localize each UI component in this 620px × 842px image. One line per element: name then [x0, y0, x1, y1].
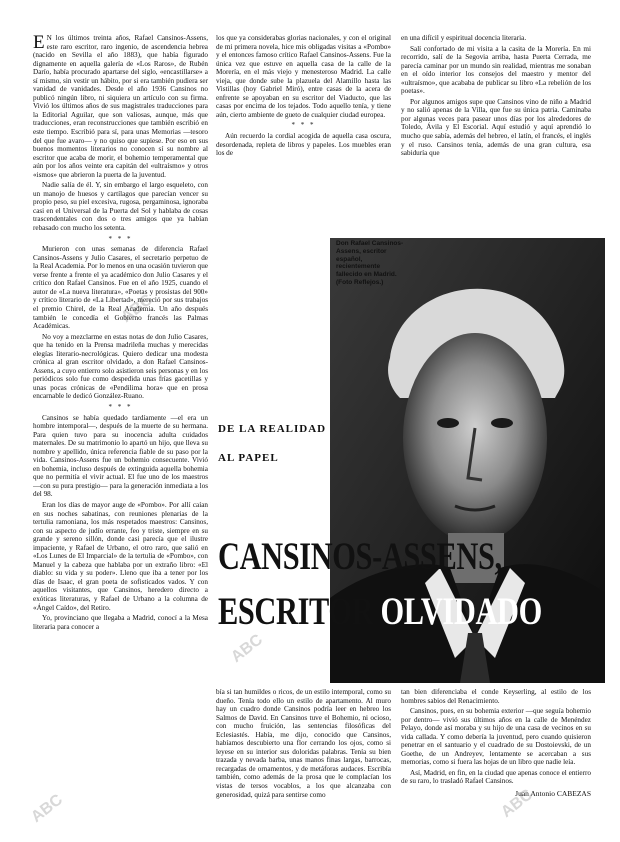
headline-text: ESCRITOR [218, 590, 374, 633]
paragraph: Por algunos amigos supe que Cansinos vino de niño a Madrid y no salió apenas de la Villa, que fue su única patria. Caminaba por algunas veces para pasear unos días por los alrededores de Toledo, Ávila y El Escorial. Aquí estudió y aquí aprendió lo mucho que sabía, además del hebreo, el latín, el francés, el inglés y el ruso. Cansinos tenía, además de una gran cultura, esa sabiduría que [401, 97, 591, 158]
paragraph: Salí confortado de mi visita a la casita de la Morería. En mi recorrido, salí de la Segovia arriba, hasta Puerta Cerrada, me parecía caminar por un mundo sin realidad, mientras me sonaban en el oído interior los consejos del maestro y mentor del «ultraísmo», que acababa de publicar su libro «La rebelión de los poetas». [401, 44, 591, 96]
watermark-abc: ABC [498, 786, 536, 821]
drop-cap: E [33, 34, 45, 53]
headline-text: CANSINOS-ASSENS, [218, 535, 502, 578]
headline-text: OLVIDADO [380, 590, 542, 633]
paragraph: Murieron con unas semanas de diferencia Rafael Cansinos-Assens y Julio Casares, el secretario perpetuo de la Real Academia. Por lo menos en una ocasión tuvieron que verse frente a frente el ya académico don Julio Casares y el crítico don Rafael Cansinos. Fue en el año 1925, cuando el autor de «La nueva literatura», «Poetas y prosistas del 900» y crítico literario de «La Libertad», mereció por sus trabajos el premio Chirel, de la Real Academia. Un año después también le concedía el Gobierno francés las Palmas Académicas. [33, 245, 208, 331]
photo-caption: Don Rafael Cansinos-Assens, escritor español, recientemente fallecido en Madrid. (Foto Reflejos.) [336, 240, 404, 286]
paragraph: Eran los días de mayor auge de «Pombo». Por allí caían en sus noches sabatinas, con reuniones plenarias de la tertulia ramoniana, los más respetados maestros: Cansinos, con su aspecto de judío errante, feo y triste, siempre en su grande y sereno sillón, donde casi parecía que el ilustre impaciente, y Rafael de Urbano, el otro raro, que salió en «Los Lunes de El Imparcial» de la tertulia de «Pombo», con Manuel y la cabeza que hablaba por un extraño libro: «El diablo: su vida y su poder». Lleno que iba a tener por los días de Isaac, el gran poeta de sofisticados vados. Y con aquellos visitantes, que Cansinos, heredero directo a exóticas literaturas, y Rafael de Urbano a la columna de «Ángel Caído», del Retiro. [33, 500, 208, 612]
paragraph: Aún recuerdo la cordial acogida de aquella casa oscura, desordenada, repleta de libros y papeles. Los muebles eran los de [216, 132, 391, 158]
article-column-1 [33, 34, 208, 834]
article-column-3-top [401, 34, 591, 236]
paragraph: Cansinos, pues, en su bohemia exterior —que seguía bohemio por dentro— vivió sus últimos años en la calle de Menéndez Pelayo, donde así moraba y su hijo de una casa de vecinos en su vida callada. Y como debería la juventud, pero cuando quisieron penetrar en el santuario y el cuadrado de su Dostoievski, de un Goethe, de un Andreyev, lentamente se acercaban a sus memorias, como si fuera las hojas de un libro que nadie leía. [401, 707, 591, 767]
kicker-line-1: DE LA REALIDAD [218, 423, 327, 435]
paragraph: N los últimos treinta años, Rafael Cansinos-Assens, este raro escritor, raro ingenio, de ascendencia hebrea (nacido en Sevilla el año 1883), que había figurado dignamente en aquella galería de «Los Raros», de Rubén Darío, había procurado apartarse del siglo, «encastillarse» a sí mismo, sin vestir un hábito, por si era también pudiera ser vanidad de vanidades. Desde el año 1936 Cansinos no publicó ningún libro, ni siquiera un artículo con su firma. Vivió los últimos años de sus magistrales traducciones para la Editorial Aguilar, que son valiosas, aunque, más que traducciones, eran reconstrucciones que también escribió en este tiempo. Escribió para sí, para unas Memorias —tesoro del que fue avaro— y no quiso que supiese. Por eso en sus buenos momentos literarios no conocen sí su nombre al escritor que acaba de morir, el bohemio temperamental que aún por los años veinte era capitán del «ultraísmo» y otros «ismos» que abrieron la puerta de la juventud. [33, 34, 208, 179]
paragraph: tan bien diferenciaba el conde Keyserling, al estilo de los hombres sabios del Renacimiento. [401, 688, 591, 705]
article-column-2-bottom [216, 688, 391, 838]
paragraph: Cansinos se había quedado tardíamente —el era un hombre intemporal—, después de la muerte de su hermana. Para quien tuvo para su inocencia adulta cuidados maternales. De su matrimonio lo apartó un hijo, que lleva su nombre y apellido, única referencia fiable de su paso por la vida. Cansinos-Assens fue un bohemio consecuente. Vivió en bohemia, incluso después de extinguida aquella bohemia que no permitía el vivir actual. El fue uno de los maestros —con su pura prestigio— para la generación inmediata a los del 98. [33, 413, 208, 499]
paragraph: bía si tan humildes o ricos, de un estilo intemporal, como su dueño. Tenía todo ello un estilo de apartamento. Al muro hay un cuadro donde Cansinos podría leer en hebreo los Salmos de David. En Cansinos tuve el Bohemio, ni ocioso, con mucho fruición, las sentencias filosóficas del Eclesiastés. Había, me dijo, conocido que Cansinos, habíamos descubierto una flor cerrando los ojos, como si leyese en su interior sus doloridas palabras. Tenía su bien trazada y nevada barba, unas manos finas largas, barrocas, recargadas de ornamentos, y de metáforas audaces. Escribía también, como además de la prosa que le complacían los vistas de tersos vocablos, a los que alcanzaba con generosidad, quizá para sentirse como [216, 688, 391, 799]
paragraph: Así, Madrid, en fin, en la ciudad que apenas conoce el entierro de su raro, lo trasladó Rafael Cansinos. [401, 768, 591, 786]
watermark-abc: ABC [228, 631, 266, 666]
watermark-abc: ABC [28, 791, 66, 826]
headline-line-2 [218, 592, 542, 632]
kicker-line-2: AL PAPEL [218, 452, 279, 464]
paragraph: en una difícil y espiritual docencia literaria. [401, 34, 527, 42]
paragraph: los que ya considerabas glorias nacionales, y con el original de mi primera novela, hice mis obligadas visitas a «Pombo» y el entonces famoso crítico Rafael Cansinos-Assens. Fue la única vez que estuve en aquella casa de la calle de la Morería, en el más viejo y menesteroso Madrid. La calle vieja, que donde sube la plazuela del Alamillo hasta las Vistillas (hoy Gabriel Miró), entre casas de la acera de enfrente se apoyaban en su escritor del Viaducto, que las casas por encima de los tejados. Todo aquello tenía, y tiene aún, cierto ambiente de gueto de cualquier ciudad europea. [216, 34, 391, 119]
section-separator: * * * [108, 234, 133, 243]
article-column-2-top [216, 34, 391, 236]
article-column-3-bottom [401, 688, 591, 838]
paragraph: Yo, provinciano que llegaba a Madrid, conocí a la Mesa literaria para conocer a [33, 614, 208, 631]
headline-line-1 [218, 537, 502, 577]
author-signature: Juan Antonio CABEZAS [515, 789, 591, 799]
paragraph: Nadie salía de él. Y, sin embargo el largo esqueleto, con un manojo de huesos y cartílagos que parecían vencer su propio peso, su piel excesiva, rugosa, pergaminosa, ignoraba casi en el Universal de la Puerta del Sol y hablaba de cosas trascendentales con dos o tres amigos que ya habían rebasado con mucho los setenta. [33, 181, 208, 233]
section-separator: * * * [108, 402, 133, 411]
section-separator: * * * [291, 121, 316, 130]
paragraph: No voy a mezclarme en estas notas de don Julio Casares, que ha tenido en la Prensa madrileña muchas y merecidas elegías literario-necrológicas. Quiero dedicar una modesta crónica al gran escritor olvidado, a don Rafael Cansinos-Assens, a cuyo entierro solo asistieron seis personas y en los periódicos solo fue como despedida unas frías gacetillas y unas pocas crónicas de «Pendilima hora» que en prosa encarnable le dedicó González-Ruano. [33, 332, 208, 401]
watermark-abc: ABC [118, 291, 156, 326]
